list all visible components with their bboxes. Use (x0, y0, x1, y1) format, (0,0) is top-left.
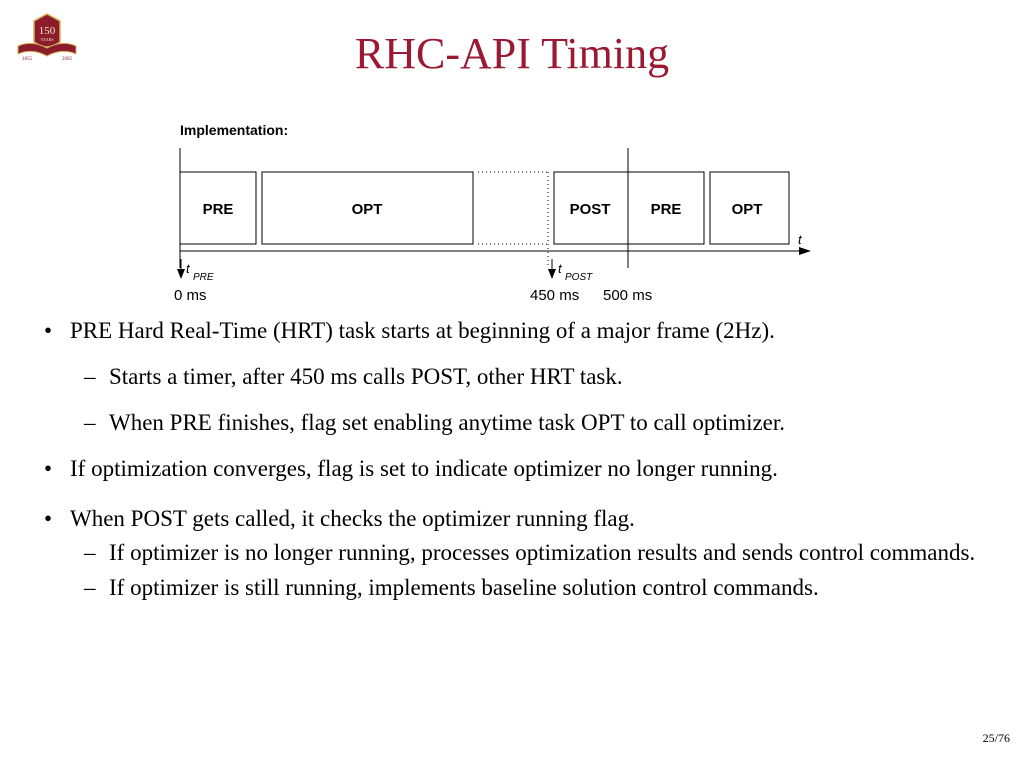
time-axis-label: t (798, 232, 802, 247)
timing-diagram (165, 113, 825, 308)
block-label-pre: PRE (202, 201, 234, 218)
sub-bullet-item (44, 575, 984, 601)
block-label-opt: OPT (351, 201, 383, 218)
block-label-pre-2: PRE (650, 201, 682, 218)
time-label-450ms: 450 ms (530, 287, 580, 304)
bullet-marker: • (44, 506, 53, 531)
bullet-item (44, 506, 984, 532)
dash-marker: – (84, 410, 96, 435)
bullet-list (44, 318, 984, 601)
t-pre-subscript: PRE (193, 272, 214, 283)
t-post-subscript: POST (565, 272, 593, 283)
bullet-marker: • (44, 318, 53, 343)
block-label-post: POST (569, 201, 611, 218)
t-post-arrowhead (548, 269, 556, 279)
logo-number: 150 (38, 25, 56, 37)
logo-year-right: 2005 (62, 57, 72, 62)
bullet-text: If optimization converges, flag is set to indicate optimizer no longer running. (70, 456, 778, 481)
t-pre-arrowhead (177, 269, 185, 279)
page-number: 25/76 (982, 731, 1010, 745)
t-post-symbol: t (558, 261, 562, 276)
time-label-500ms: 500 ms (603, 287, 653, 304)
logo-year-left: 1855 (22, 57, 32, 62)
bullet-text: When POST gets called, it checks the optimizer running flag. (70, 506, 635, 531)
dash-marker: – (84, 540, 96, 565)
time-axis-arrowhead (799, 247, 811, 255)
logo-caption: YEARS (40, 37, 54, 42)
sub-bullet-text: If optimizer is still running, implements baseline solution control commands. (109, 575, 819, 600)
sub-bullet-item (44, 364, 984, 390)
dash-marker: – (84, 575, 96, 600)
sub-bullet-text: When PRE finishes, flag set enabling anytime task OPT to call optimizer. (109, 410, 786, 435)
t-pre-symbol: t (186, 261, 190, 276)
bullet-marker: • (44, 456, 53, 481)
time-label-0ms: 0 ms (174, 287, 207, 304)
sub-bullet-item (44, 540, 984, 566)
sub-bullet-item (44, 410, 984, 436)
bullet-item (44, 318, 984, 344)
bullet-text: PRE Hard Real-Time (HRT) task starts at beginning of a major frame (2Hz). (70, 318, 775, 343)
sub-bullet-text: If optimizer is no longer running, processes optimization results and sends control commands. (109, 540, 976, 565)
diagram-heading: Implementation: (180, 122, 289, 138)
dash-marker: – (84, 364, 96, 389)
slide-title: RHC-API Timing (354, 29, 670, 78)
bullet-item (44, 456, 984, 482)
block-label-opt-2: OPT (731, 201, 763, 218)
sub-bullet-text: Starts a timer, after 450 ms calls POST, other HRT task. (109, 364, 623, 389)
